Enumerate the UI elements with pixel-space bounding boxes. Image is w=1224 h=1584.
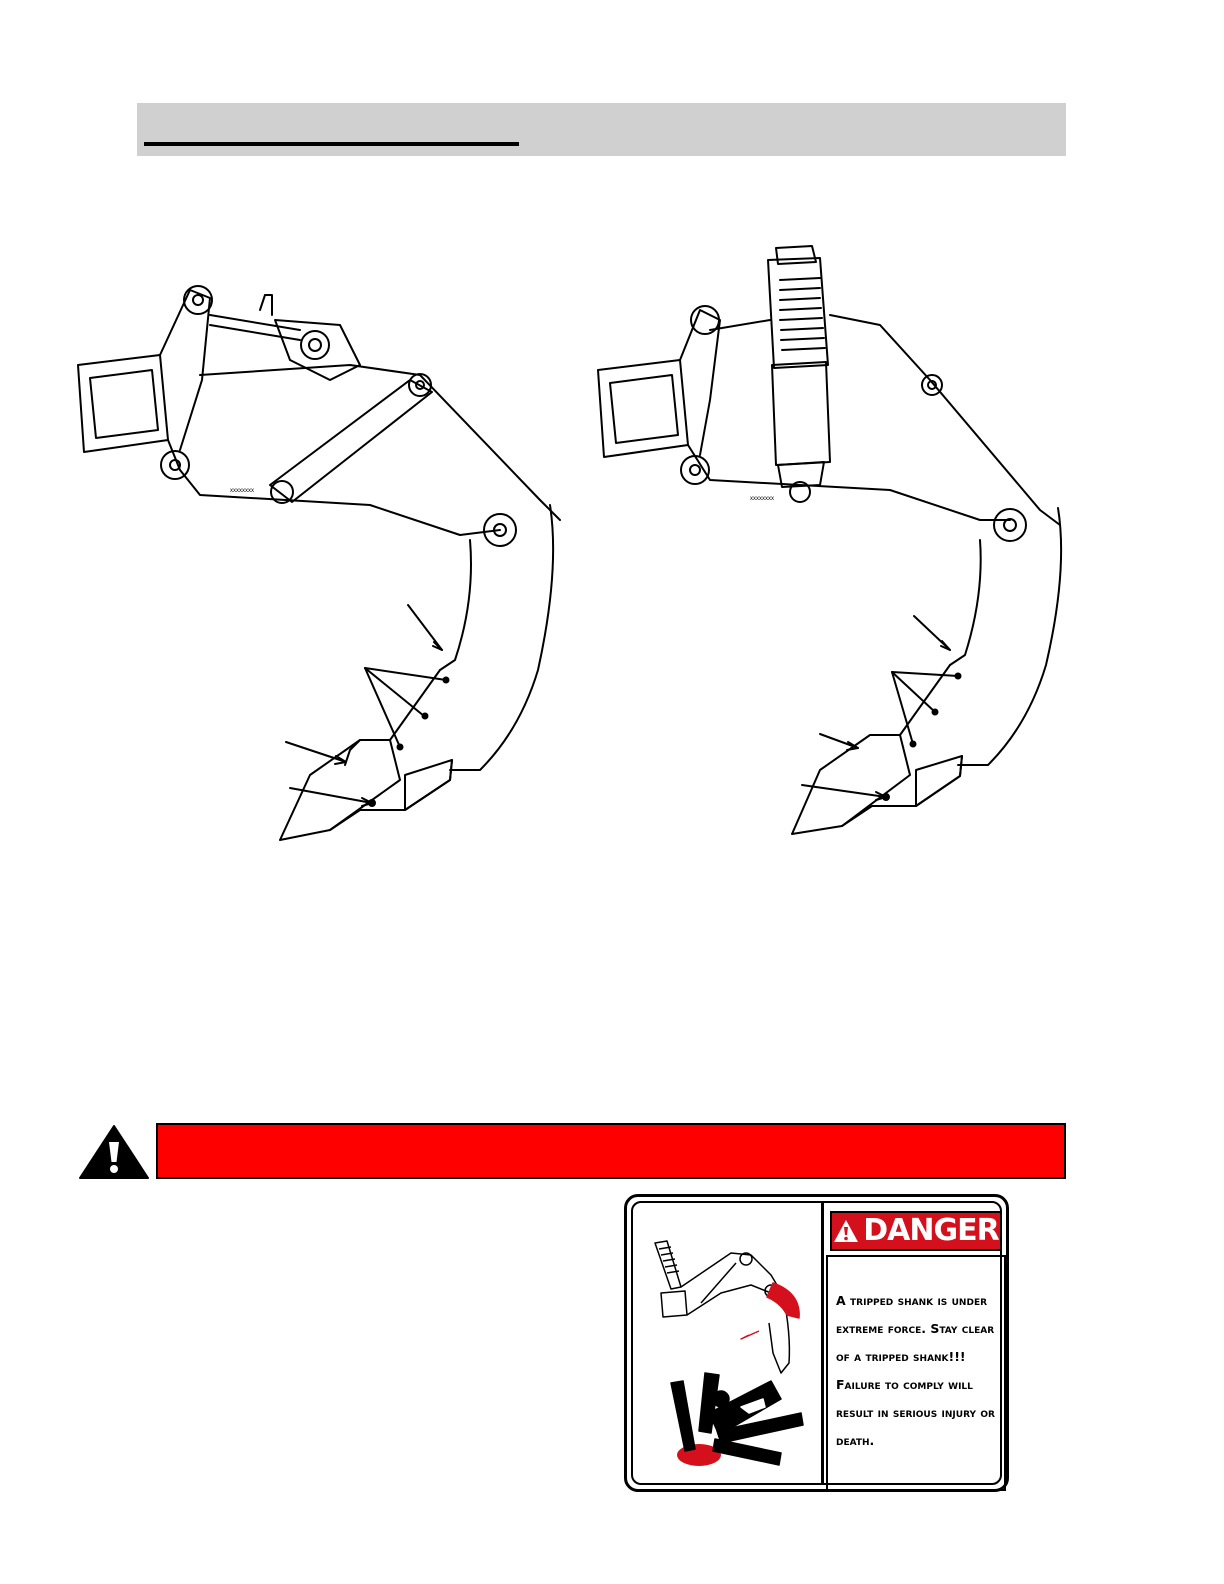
section-header-bar	[137, 103, 1066, 156]
danger-alert-icon	[833, 1219, 859, 1243]
danger-decal	[624, 1194, 1009, 1492]
shank-assembly-left-figure	[60, 270, 580, 860]
crush-hazard-icon	[641, 1223, 817, 1473]
warning-triangle-icon	[78, 1124, 150, 1180]
svg-text:xxxxxxxx: xxxxxxxx	[230, 488, 254, 494]
decal-divider	[821, 1203, 824, 1483]
warning-banner	[156, 1123, 1066, 1179]
danger-label: DANGER	[863, 1213, 999, 1248]
decal-inner-border	[631, 1201, 1002, 1485]
section-title-underline	[144, 142, 519, 146]
danger-message: A tripped shank is under extreme force. Stay clear of a tripped shank!!! Failure to comply will result in serious injury or death.	[836, 1293, 995, 1448]
shank-assembly-right-figure	[580, 240, 1100, 850]
danger-header	[830, 1211, 1002, 1251]
danger-message-box	[826, 1255, 1006, 1491]
svg-text:xxxxxxxx: xxxxxxxx	[750, 496, 774, 502]
